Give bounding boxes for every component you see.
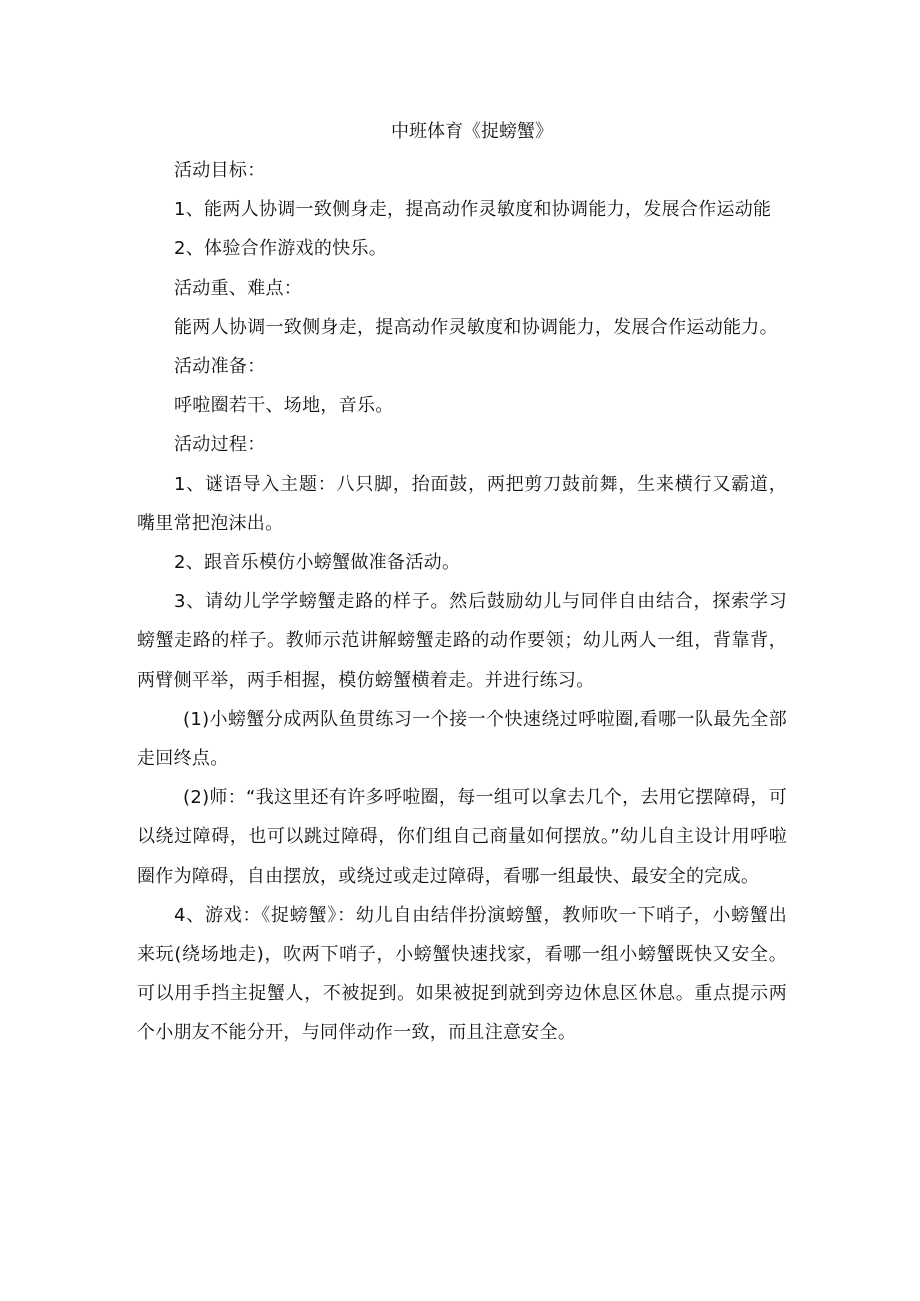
section-heading-preparation: 活动准备： <box>174 356 266 378</box>
section-heading-key-points: 活动重、难点： <box>174 277 303 299</box>
document-title: 中班体育《捉螃蟹》 <box>391 121 553 142</box>
preparation-text: 呼啦圈若干、场地，音乐。 <box>174 395 394 417</box>
section-heading-goals: 活动目标： <box>174 160 266 181</box>
document-page <box>137 112 787 1053</box>
key-points-text: 能两人协调一致侧身走，提高动作灵敏度和协调能力，发展合作运动能力。 <box>174 316 778 338</box>
process-substep-2: (2)师：“我这里还有许多呼啦圈，每一组可以拿去几个，去用它摆障碍，可以绕过障碍，也可以跳过障碍，你们组自己商量如何摆放。”幼儿自主设计用呼啦圈作为障碍，自由摆放，或绕过或走过障碍，看哪一组最快、最安全的完成。 <box>137 787 787 887</box>
section-heading-process: 活动过程： <box>174 434 266 456</box>
process-step-4: 4、游戏：《捉螃蟹》：幼儿自由结伴扮演螃蟹，教师吹一下哨子，小螃蟹出来玩(绕场地走)，吹两下哨子，小螃蟹快速找家，看哪一组小螃蟹既快又安全。可以用手挡主捉蟹人，不被捉到。如果被捉到就到旁边休息区休息。重点提示两个小朋友不能分开，与同伴动作一致，而且注意安全。 <box>137 904 787 1044</box>
process-step-1: 1、谜语导入主题：八只脚，抬面鼓，两把剪刀鼓前舞，生来横行又霸道，嘴里常把泡沫出。 <box>137 473 787 534</box>
goal-item-1: 1、能两人协调一致侧身走，提高动作灵敏度和协调能力，发展合作运动能 <box>174 199 772 221</box>
goal-item-2: 2、体验合作游戏的快乐。 <box>174 238 388 260</box>
process-step-2: 2、跟音乐模仿小螃蟹做准备活动。 <box>174 552 461 574</box>
process-step-3: 3、请幼儿学学螃蟹走路的样子。然后鼓励幼儿与同伴自由结合，探索学习螃蟹走路的样子。教师示范讲解螃蟹走路的动作要领；幼儿两人一组，背靠背，两臂侧平举，两手相握，模仿螃蟹横着走。并进行练习。 <box>137 591 787 691</box>
process-substep-1: (1)小螃蟹分成两队鱼贯练习一个接一个快速绕过呼啦圈,看哪一队最先全部走回终点。 <box>137 708 787 770</box>
